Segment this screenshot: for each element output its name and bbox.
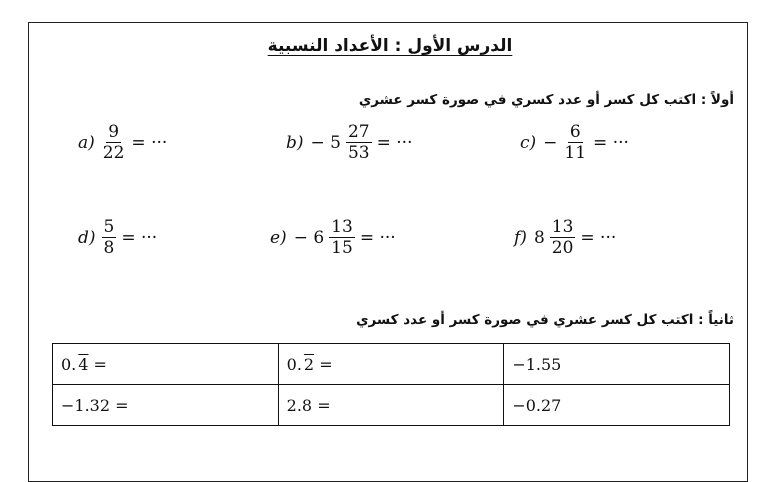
fraction xyxy=(562,122,588,163)
fraction xyxy=(102,217,117,258)
conversion-table xyxy=(52,343,730,426)
numerator: 27 xyxy=(347,122,370,142)
cell-base: 0. xyxy=(61,354,77,374)
denominator: 15 xyxy=(331,238,353,258)
sign-whole: − 6 xyxy=(293,227,325,248)
fraction xyxy=(101,122,127,163)
denominator: 53 xyxy=(347,143,370,163)
fraction xyxy=(346,122,372,163)
table-cell xyxy=(504,385,730,426)
exercise-d xyxy=(78,217,160,258)
numerator: 5 xyxy=(103,217,115,237)
cell-base: −1.55 xyxy=(512,354,562,374)
section1-heading: أولاً : اكتب كل كسر أو عدد كسري في صورة كسر عشري xyxy=(358,92,734,108)
cell-tail: = xyxy=(88,354,107,374)
table-cell xyxy=(278,385,504,426)
fraction xyxy=(329,217,355,258)
table-cell xyxy=(53,344,279,385)
section2-heading: ثانياً : اكتب كل كسر عشري في صورة كسر أو عدد كسري xyxy=(356,312,734,328)
answer-blank: = ··· xyxy=(593,132,629,153)
exercise-e xyxy=(270,217,399,258)
numerator: 6 xyxy=(569,122,581,142)
exercise-f xyxy=(514,217,619,258)
exercise-c xyxy=(520,122,632,163)
cell-tail: = xyxy=(314,354,333,374)
cell-base: −0.27 xyxy=(512,395,562,415)
denominator: 8 xyxy=(103,238,115,258)
sign-whole: − xyxy=(543,132,558,153)
repeating-digit: 2 xyxy=(303,354,315,374)
cell-base: 0. xyxy=(286,354,302,374)
cell-base: 2.8 = xyxy=(286,395,331,415)
exercise-label: f) xyxy=(514,227,527,248)
exercise-label: e) xyxy=(270,227,287,248)
table-row xyxy=(53,344,730,385)
exercise-label: c) xyxy=(520,132,537,153)
answer-blank: = ··· xyxy=(376,132,413,153)
table-cell xyxy=(53,385,279,426)
exercise-b xyxy=(286,122,415,163)
denominator: 20 xyxy=(551,238,574,258)
table-row xyxy=(53,385,730,426)
fraction xyxy=(550,217,576,258)
answer-blank: = ··· xyxy=(121,227,158,248)
sign-whole: − 5 xyxy=(310,132,341,153)
table-cell xyxy=(278,344,504,385)
exercise-label: b) xyxy=(286,132,304,153)
answer-blank: = ··· xyxy=(131,132,168,153)
table-cell xyxy=(504,344,730,385)
exercise-label: a) xyxy=(78,132,95,153)
lesson-title: الدرس الأول : الأعداد النسبية xyxy=(267,36,513,56)
sign-whole: 8 xyxy=(533,227,545,248)
exercise-a xyxy=(78,122,170,163)
answer-blank: = ··· xyxy=(359,227,396,248)
denominator: 11 xyxy=(564,143,587,163)
cell-base: −1.32 = xyxy=(61,395,129,415)
numerator: 9 xyxy=(108,122,120,142)
answer-blank: = ··· xyxy=(580,227,617,248)
numerator: 13 xyxy=(331,217,353,237)
page-title xyxy=(0,36,780,56)
repeating-digit: 4 xyxy=(78,354,89,374)
numerator: 13 xyxy=(551,217,574,237)
denominator: 22 xyxy=(102,143,125,163)
exercise-label: d) xyxy=(78,227,96,248)
